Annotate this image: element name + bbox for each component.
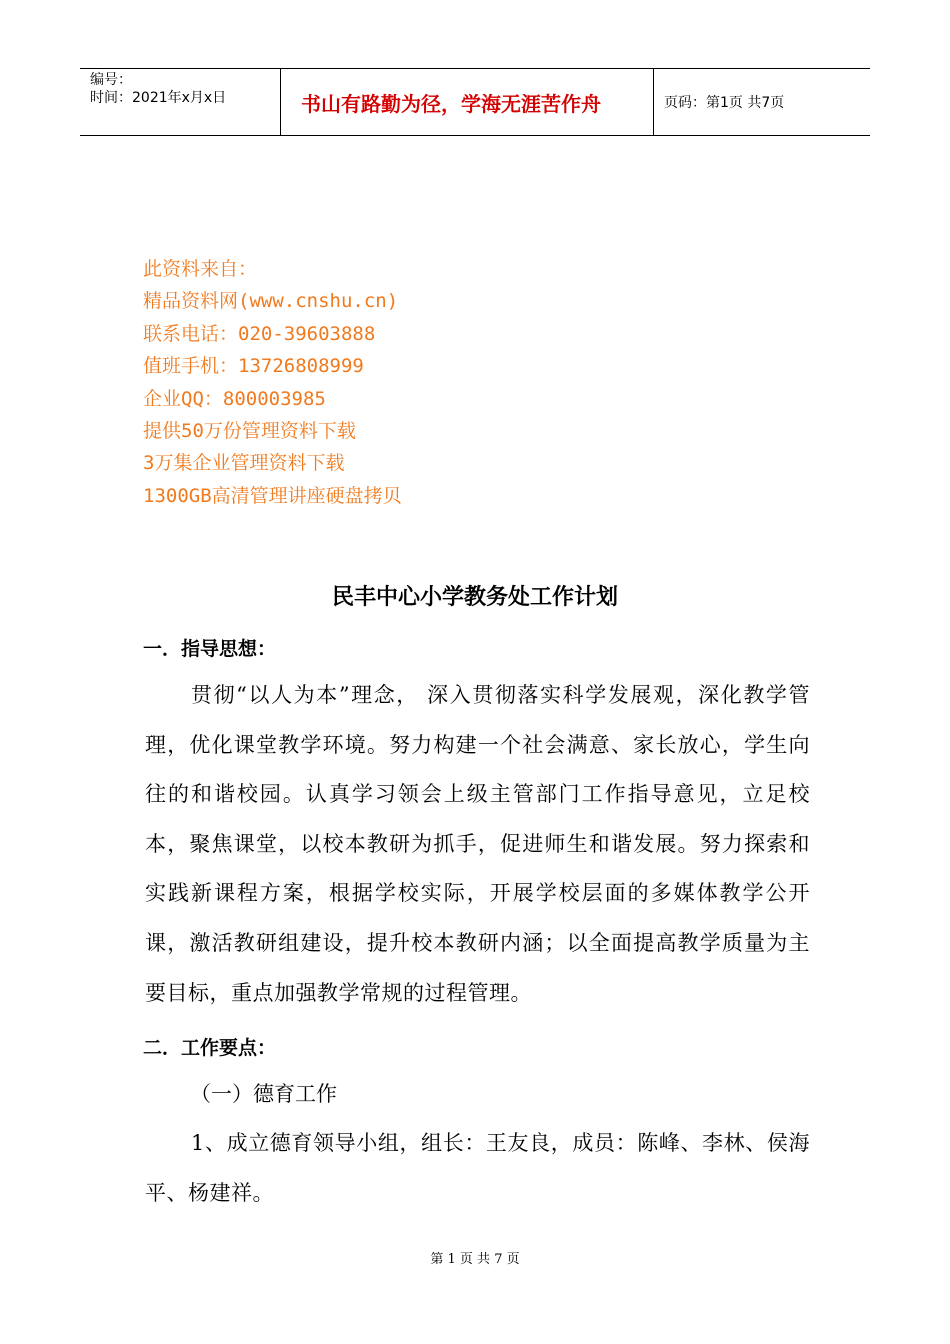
header-page-info: 页码：第1页 共7页 [664, 95, 785, 111]
promo-line: 3万集企业管理资料下载 [143, 452, 345, 475]
page-footer: 第 1 页 共 7 页 [430, 1252, 520, 1267]
section1-paragraph: 贯彻“以人为本”理念， 深入贯彻落实科学发展观，深化教学管理，优化课堂教学环境。努力构建一个社会满意、家长放心，学生向往的和谐校园。认真学习领会上级主管部门工作指导意见，立足校本，聚焦课堂，以校本教研为抓手，促进师生和谐发展。努力探索和实践新课程方案，根据学校实际，开展学校层面的多媒体教学公开课，激活教研组建设，提升校本教研内涵；以全面提高教学质量为主要目标，重点加强教学常规的过程管理。 [145, 683, 810, 1005]
promo-line: 提供50万份管理资料下载 [143, 420, 356, 443]
section2-heading: 二．工作要点： [143, 1037, 277, 1059]
item1-body [145, 1119, 810, 1218]
promo-line: 1300GB高清管理讲座硬盘拷贝 [143, 484, 402, 507]
promo-line: 值班手机：13726808999 [143, 355, 364, 378]
promo-block [143, 253, 402, 512]
item1-paragraph: 1、成立德育领导小组，组长：王友良，成员：陈峰、李林、侯海平、杨建祥。 [145, 1131, 810, 1205]
document-title: 民丰中心小学教务处工作计划 [331, 585, 618, 610]
header-motto: 书山有路勤为径，学海无涯苦作舟 [281, 69, 654, 135]
time-label: 时间：2021年x月x日 [90, 90, 227, 106]
subsection-heading: （一）德育工作 [190, 1082, 337, 1106]
header-table [80, 68, 870, 136]
promo-line: 精品资料网(www.cnshu.cn) [143, 290, 399, 313]
number-label: 编号： [90, 72, 132, 88]
section1-heading: 一．指导思想： [143, 638, 277, 660]
promo-line: 此资料来自： [143, 258, 258, 280]
header-meta [80, 69, 281, 135]
section1-body [145, 671, 810, 1018]
promo-line: 企业QQ：800003985 [143, 387, 326, 410]
promo-line: 联系电话：020-39603888 [143, 322, 376, 345]
